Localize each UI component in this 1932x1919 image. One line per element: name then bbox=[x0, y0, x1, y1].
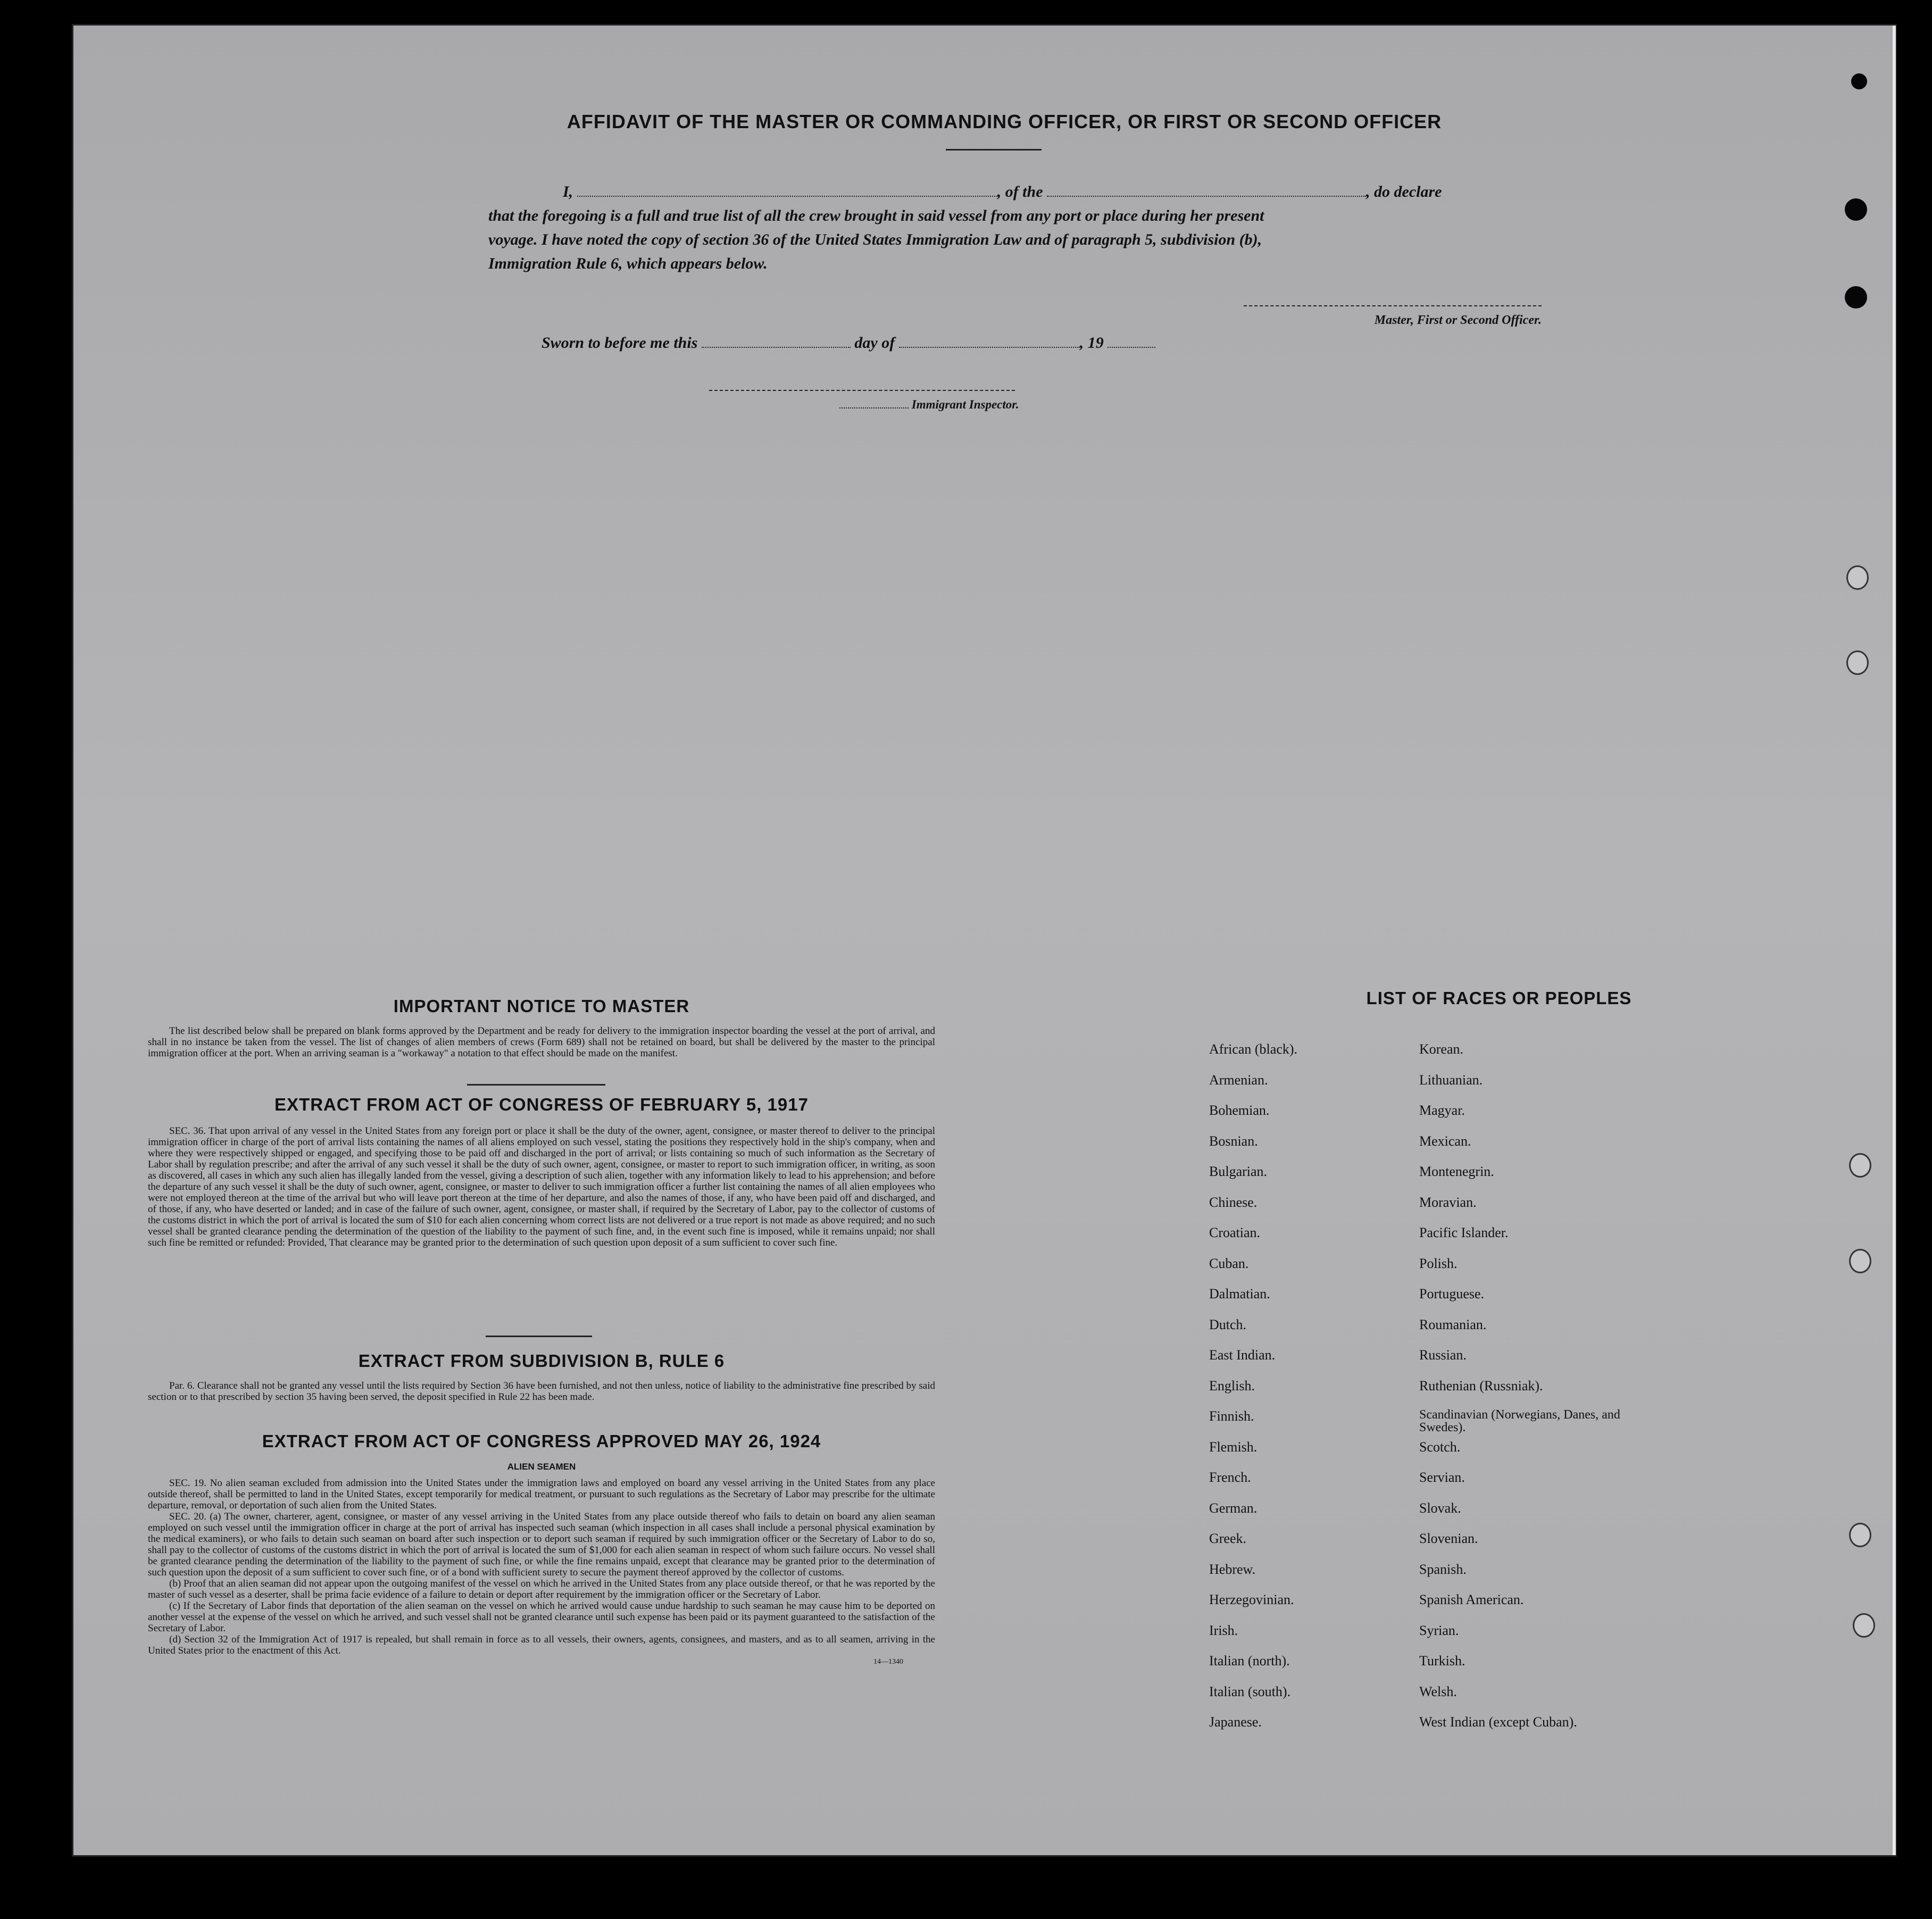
affidavit-line-4: Immigration Rule 6, which appears below. bbox=[488, 255, 768, 272]
inspector-label-row bbox=[839, 398, 1019, 412]
race-list-item: Servian. bbox=[1419, 1470, 1465, 1485]
race-list-item: Portuguese. bbox=[1419, 1286, 1485, 1301]
race-list-item: Herzegovinian. bbox=[1209, 1592, 1294, 1607]
race-list-item: Slovenian. bbox=[1419, 1531, 1478, 1546]
race-list-item: Spanish American. bbox=[1419, 1592, 1524, 1607]
affidavit-line-1 bbox=[488, 180, 1584, 204]
race-list-item: Finnish. bbox=[1209, 1408, 1254, 1424]
race-list-item: East Indian. bbox=[1209, 1347, 1276, 1363]
ring-reinforcement-icon bbox=[1853, 1613, 1875, 1638]
extract-1924-subtitle: ALIEN SEAMEN bbox=[507, 1462, 576, 1472]
race-list-item: Montenegrin. bbox=[1419, 1164, 1494, 1179]
affidavit-declare-label: , do declare bbox=[1366, 183, 1442, 201]
race-list-item: Cuban. bbox=[1209, 1255, 1249, 1271]
race-list-item: Dalmatian. bbox=[1209, 1286, 1270, 1301]
ring-reinforcement-icon bbox=[1846, 565, 1869, 590]
extract-rule6-body: Par. 6. Clearance shall not be granted any vessel until the lists required by Section 36 have been furnished, and not then unless, notice of liability to the administrative fine prescribed by said section or to that prescribed by section 35 having been served, the deposit specified in Rule 22 has been made. bbox=[148, 1380, 935, 1403]
affidavit-body bbox=[488, 180, 1584, 276]
race-list-item: Polish. bbox=[1419, 1255, 1458, 1271]
affidavit-title-rule bbox=[946, 149, 1042, 151]
race-list-item: Lithuanian. bbox=[1419, 1072, 1483, 1088]
extract-1924-title: EXTRACT FROM ACT OF CONGRESS APPROVED MAY 26, 1924 bbox=[262, 1431, 821, 1451]
race-list-item: Flemish. bbox=[1209, 1439, 1258, 1455]
inspector-signature-line[interactable] bbox=[709, 390, 1015, 391]
race-list-item: Bosnian. bbox=[1209, 1133, 1258, 1149]
race-list-item: Syrian. bbox=[1419, 1622, 1459, 1638]
signature-line[interactable] bbox=[1244, 305, 1542, 306]
ring-reinforcement-icon bbox=[1849, 1523, 1871, 1547]
sec20a-text: SEC. 20. (a) The owner, charterer, agent, consignee, or master of any vessel arriving in the United States from any place outside thereof who fails to detain on board any alien seaman employed on such vessel until the immigration officer in charge at the port of arrival has inspected such seaman (which inspection in all cases shall include a personal physical examination by the medical examiners), or who fails to detain such seaman on board after such inspection or to deport such seaman if required by such immigration officer or the Secretary of Labor to do so, shall pay to the collector of customs of the customs district in which the port of arrival is located the sum of $1,000 for each alien seaman in respect of whom such failure occurs. No vessel shall be granted clearance pending the determination of the liability to the payment of such fine, or while the fine remains unpaid, except that clearance may be granted prior to the determination of such question upon the deposit of a sum sufficient to cover such fine, or of a bond with sufficient surety to secure the payment thereof approved by the collector of customs. bbox=[148, 1511, 935, 1578]
master-name-field[interactable] bbox=[577, 196, 997, 197]
race-list-item: Scotch. bbox=[1419, 1439, 1461, 1455]
affidavit-title: AFFIDAVIT OF THE MASTER OR COMMANDING OFFICER, OR FIRST OR SECOND OFFICER bbox=[567, 111, 1442, 132]
ring-reinforcement-icon bbox=[1846, 650, 1869, 675]
inspector-dash bbox=[839, 407, 909, 408]
race-list-item: Dutch. bbox=[1209, 1316, 1247, 1332]
race-list-item: Greek. bbox=[1209, 1531, 1247, 1546]
sworn-day-of-label: day of bbox=[854, 334, 895, 352]
race-list-item: Croatian. bbox=[1209, 1225, 1261, 1240]
race-list-item: Scandinavian (Norwegians, Danes, and Swedes). bbox=[1419, 1408, 1620, 1434]
race-list-item: Roumanian. bbox=[1419, 1316, 1487, 1332]
sec19-text: SEC. 19. No alien seaman excluded from admission into the United States under the immigration laws and employed on board any vessel arriving in the United States from any place outside thereof, shall be permitted to land in the United States, except temporarily for medical treatment, or pursuant to such regulations as the Secretary of Labor may prescribe for the ultimate departure, removal, or deportation of such alien from the United States. bbox=[148, 1478, 935, 1511]
race-list-item: Italian (north). bbox=[1209, 1653, 1290, 1668]
notice-body: The list described below shall be prepared on blank forms approved by the Department and be ready for delivery to the immigration inspector boarding the vessel at the port of arrival, and shall in no instance be taken from the vessel. The list of changes of alien members of crews (Form 689) shall not be retained on board, but shall be delivered by the master to the principal immigration officer at the port. When an arriving seaman is a "workaway" a notation to that effect should be made on the manifest. bbox=[148, 1025, 935, 1059]
race-list-item: Turkish. bbox=[1419, 1653, 1465, 1668]
race-list-item: West Indian (except Cuban). bbox=[1419, 1714, 1577, 1730]
notice-rule bbox=[467, 1084, 605, 1086]
race-list-item: Chinese. bbox=[1209, 1194, 1258, 1210]
race-list-item: English. bbox=[1209, 1378, 1255, 1394]
race-list-item: French. bbox=[1209, 1470, 1251, 1485]
race-list-item: Irish. bbox=[1209, 1622, 1238, 1638]
affidavit-line-3: voyage. I have noted the copy of section 36 of the United States Immigration Law and of paragraph 5, subdivision (b), bbox=[488, 231, 1262, 248]
race-list-item: Japanese. bbox=[1209, 1714, 1262, 1730]
race-list-item: African (black). bbox=[1209, 1041, 1298, 1057]
inspector-label: Immigrant Inspector. bbox=[911, 398, 1019, 411]
race-list-item: Magyar. bbox=[1419, 1103, 1465, 1118]
sworn-label: Sworn to before me this bbox=[542, 334, 698, 352]
race-list-item: Mexican. bbox=[1419, 1133, 1471, 1149]
extract-1924-body bbox=[148, 1478, 935, 1667]
race-list-item: German. bbox=[1209, 1500, 1258, 1516]
race-list-item: Hebrew. bbox=[1209, 1561, 1256, 1577]
races-right-column bbox=[1419, 1041, 1669, 1745]
sworn-year-field[interactable] bbox=[1107, 347, 1155, 348]
binder-hole-icon bbox=[1845, 286, 1867, 308]
race-list-item: Moravian. bbox=[1419, 1194, 1477, 1210]
races-left-column bbox=[1209, 1041, 1433, 1745]
affidavit-i-label: I, bbox=[563, 183, 573, 201]
race-list-item: Russian. bbox=[1419, 1347, 1467, 1363]
race-list-item: Armenian. bbox=[1209, 1072, 1268, 1088]
sec20b-text: (b) Proof that an alien seaman did not appear upon the outgoing manifest of the vessel on which he arrived in the United States from any place outside thereof, or that he was reported by the master of such vessel as a deserter, shall be prima facie evidence of a failure to detain or deport after requirement by the immigration officer or the Secretary of Labor. bbox=[148, 1578, 935, 1600]
manifest-sheet bbox=[72, 24, 1897, 1857]
extract-1917-title: EXTRACT FROM ACT OF CONGRESS OF FEBRUARY 5, 1917 bbox=[274, 1095, 809, 1114]
extract-rule6-title: EXTRACT FROM SUBDIVISION B, RULE 6 bbox=[358, 1351, 725, 1371]
race-list-item: Welsh. bbox=[1419, 1683, 1457, 1699]
extract-1917-body: SEC. 36. That upon arrival of any vessel in the United States from any foreign port or place it shall be the duty of the owner, agent, consignee, or master thereof to deliver to the principal immigration officer in charge of the port of arrival lists containing the names of all aliens employed on such vessel, stating the positions they respectively hold in the ship's company, when and where they were respectively shipped or engaged, and specifying those to be paid off and discharged in the port of arrival; or lists containing so much of such information as the Secretary of Labor shall by regulation prescribe; and after the arrival of any such vessel it shall be the duty of such owner, agent, consignee, or master to report to such immigration officer, in writing, as soon as discovered, all cases in which any such alien has illegally landed from the vessel, giving a description of such alien, together with any information likely to lead to his apprehension; and before the departure of any such vessel it shall be the duty of such owner, agent, consignee, or master to deliver to such immigration officer a further list containing the names of all alien employees who were not employed thereon at the time of the arrival but who will leave port thereon at the time of her departure, and also the names of those, if any, who have been paid off and discharged, and of those, if any, who have deserted or landed; and in case of the failure of such owner, agent, consignee, or master shall, if required by the Secretary of Labor, pay to the collector of customs of the customs district in which the port of arrival is located the sum of $10 for each alien concerning whom correct lists are not delivered or a true report is not made as above required; and no such vessel shall be granted clearance pending the determination of the question of the liability to the payment of such fine, and, in the event such fine is imposed, while it remains unpaid; nor shall such fine be remitted or refunded: Provided, That clearance may be granted prior to the determination of such question upon deposit of a sum sufficient to cover such fine. bbox=[148, 1125, 935, 1248]
affidavit-of-the-label: , of the bbox=[997, 183, 1043, 201]
signature-block bbox=[1169, 299, 1542, 328]
race-list-item: Bulgarian. bbox=[1209, 1164, 1268, 1179]
form-code: 14—1340 bbox=[873, 1658, 903, 1666]
race-list-item: Bohemian. bbox=[1209, 1103, 1270, 1118]
race-list-item: Ruthenian (Russniak). bbox=[1419, 1378, 1543, 1394]
sheet-edge bbox=[1893, 26, 1896, 1855]
race-list-item: Korean. bbox=[1419, 1041, 1464, 1057]
extract-1917-rule bbox=[486, 1336, 592, 1337]
signature-label: Master, First or Second Officer. bbox=[1374, 313, 1542, 327]
binder-hole-icon bbox=[1845, 198, 1867, 221]
notice-title: IMPORTANT NOTICE TO MASTER bbox=[393, 996, 690, 1016]
sec20d-text: (d) Section 32 of the Immigration Act of 1917 is repealed, but shall remain in force as to all vessels, their owners, agents, consignees, and masters, and as to all seamen, arriving in the United States prior to the enactment of this Act. bbox=[148, 1634, 935, 1656]
sworn-day-field[interactable] bbox=[702, 347, 851, 348]
sworn-line bbox=[542, 334, 1339, 352]
sworn-month-field[interactable] bbox=[899, 347, 1080, 348]
ring-reinforcement-icon bbox=[1849, 1153, 1871, 1178]
vessel-name-field[interactable] bbox=[1047, 196, 1366, 197]
ring-reinforcement-icon bbox=[1849, 1249, 1871, 1273]
races-title: LIST OF RACES OR PEOPLES bbox=[1366, 988, 1632, 1008]
race-list-item: Pacific Islander. bbox=[1419, 1225, 1509, 1240]
race-list-item: Spanish. bbox=[1419, 1561, 1467, 1577]
race-list-item: Italian (south). bbox=[1209, 1683, 1291, 1699]
affidavit-line-2: that the foregoing is a full and true list of all the crew brought in said vessel from any port or place during her present bbox=[488, 207, 1264, 224]
sworn-year-label: , 19 bbox=[1079, 334, 1104, 352]
binder-hole-icon bbox=[1851, 73, 1867, 89]
sec20c-text: (c) If the Secretary of Labor finds that deportation of the alien seaman on the vessel on which he arrived would cause undue hardship to such seaman he may cause him to be deported on another vessel at the expense of the vessel on which he arrived, and such vessel shall not be granted clearance until such expense has been paid or its payment guaranteed to the satisfaction of the Secretary of Labor. bbox=[148, 1600, 935, 1634]
race-list-item: Slovak. bbox=[1419, 1500, 1461, 1516]
